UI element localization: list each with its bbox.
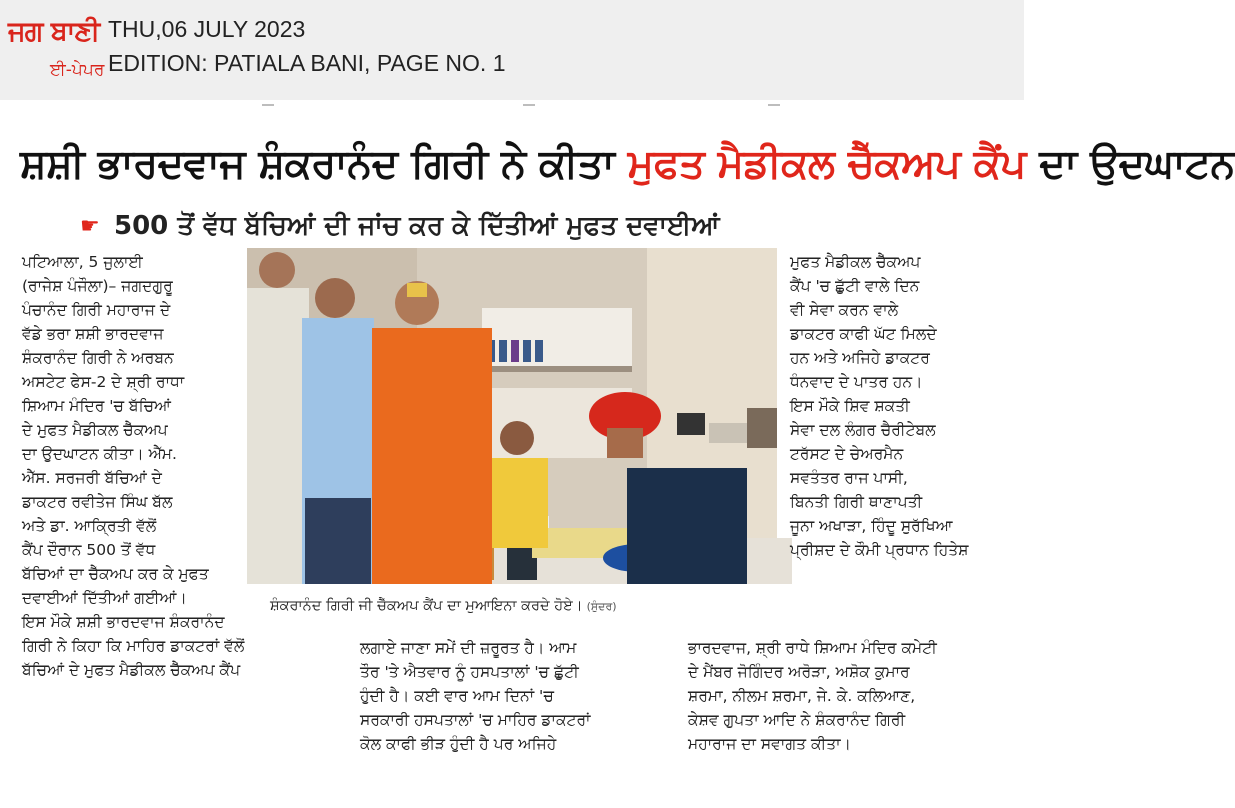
text-line: ਹਨ ਅਤੇ ਅਜਿਹੇ ਡਾਕਟਰ [790, 349, 930, 367]
masthead [0, 0, 1024, 100]
photo-credit: (ਸੁੰਦਰ) [586, 600, 617, 613]
page-edge-marks [0, 100, 1024, 118]
text-line: ਪਟਿਆਲਾ, 5 ਜੁਲਾਈ [22, 253, 143, 271]
headline-part-2: ਦਾ ਉਦਘਾਟਨ [1025, 141, 1235, 187]
subhead-text: 500 ਤੋਂ ਵੱਧ ਬੱਚਿਆਂ ਦੀ ਜਾਂਚ ਕਰ ਕੇ ਦਿੱਤੀਆਂ ਮੁਫਤ ਦਵਾਈਆਂ [114, 211, 720, 241]
text-line: ਤੌਰ 'ਤੇ ਐਤਵਾਰ ਨੂੰ ਹਸਪਤਾਲਾਂ 'ਚ ਛੁੱਟੀ [360, 663, 579, 681]
text-line: ਦਵਾਈਆਂ ਦਿੱਤੀਆਂ ਗਈਆਂ। [22, 589, 187, 607]
text-line: ਕੇਸ਼ਵ ਗੁਪਤਾ ਆਦਿ ਨੇ ਸ਼ੰਕਰਾਨੰਦ ਗਿਰੀ [688, 711, 906, 729]
article-subhead [80, 206, 980, 246]
pointing-hand-icon: ☛ [80, 213, 100, 239]
text-line: ਦੇ ਮੁਫਤ ਮੈਡੀਕਲ ਚੈੱਕਅਪ [22, 421, 168, 439]
text-line: ਅਤੇ ਡਾ. ਆਕ੍ਰਿਤੀ ਵੱਲੋਂ [22, 517, 157, 535]
text-line: ਵੀ ਸੇਵਾ ਕਰਨ ਵਾਲੇ [790, 301, 899, 319]
text-line: ਡਾਕਟਰ ਰਵੀਤੇਜ ਸਿੰਘ ਬੱਲ [22, 493, 173, 511]
text-line: ਅਸਟੇਟ ਫੇਸ-2 ਦੇ ਸ਼੍ਰੀ ਰਾਧਾ [22, 373, 185, 391]
text-line: ਇਸ ਮੌਕੇ ਸ਼ਿਵ ਸ਼ਕਤੀ [790, 397, 910, 415]
headline-highlight: ਮੁਫਤ ਮੈਡੀਕਲ ਚੈੱਕਅਪ ਕੈਂਪ [627, 141, 1026, 187]
text-line: ਸ਼ਰਮਾ, ਨੀਲਮ ਸ਼ਰਮਾ, ਜੇ. ਕੇ. ਕਲਿਆਣ, [688, 687, 916, 705]
text-line: ਕੈਂਪ 'ਚ ਛੁੱਟੀ ਵਾਲੇ ਦਿਨ [790, 277, 920, 295]
text-line: ਸੇਵਾ ਦਲ ਲੰਗਰ ਚੈਰੀਟੇਬਲ [790, 421, 936, 439]
photo-illustration [247, 248, 777, 584]
text-line: ਧੰਨਵਾਦ ਦੇ ਪਾਤਰ ਹਨ। [790, 373, 923, 391]
text-line: (ਰਾਜੇਸ਼ ਪੰਜੌਲਾ)– ਜਗਦਗੁਰੂ [22, 277, 173, 295]
text-line: ਲਗਾਏ ਜਾਣਾ ਸਮੇਂ ਦੀ ਜ਼ਰੂਰਤ ਹੈ। ਆਮ [360, 639, 577, 657]
text-line: ਪ੍ਰੀਸ਼ਦ ਦੇ ਕੌਮੀ ਪ੍ਰਧਾਨ ਹਿਤੇਸ਼ [790, 541, 969, 559]
edition-info: EDITION: PATIALA BANI, PAGE NO. 1 [108, 50, 506, 76]
text-line: ਇਸ ਮੌਕੇ ਸ਼ਸ਼ੀ ਭਾਰਦਵਾਜ ਸ਼ੰਕਰਾਨੰਦ [22, 613, 225, 631]
text-line: ਵੱਡੇ ਭਰਾ ਸ਼ਸ਼ੀ ਭਾਰਦਵਾਜ [22, 325, 164, 343]
text-line: ਬਿਨਤੀ ਗਿਰੀ ਥਾਣਾਪਤੀ [790, 493, 923, 511]
article-column-4 [790, 250, 1004, 630]
text-line: ਸਰਕਾਰੀ ਹਸਪਤਾਲਾਂ 'ਚ ਮਾਹਿਰ ਡਾਕਟਰਾਂ [360, 711, 591, 729]
text-line: ਕੋਲ ਕਾਫੀ ਭੀੜ ਹੁੰਦੀ ਹੈ ਪਰ ਅਜਿਹੇ [360, 735, 557, 753]
logo-subtext: ਈ-ਪੇਪਰ [50, 60, 105, 80]
text-line: ਮੁਫਤ ਮੈਡੀਕਲ ਚੈੱਕਅਪ [790, 253, 921, 271]
text-line: ਗਿਰੀ ਨੇ ਕਿਹਾ ਕਿ ਮਾਹਿਰ ਡਾਕਟਰਾਂ ਵੱਲੋਂ [22, 637, 245, 655]
article-headline [20, 132, 1235, 196]
photo-caption [270, 594, 790, 618]
text-line: ਸ਼ਿਆਮ ਮੰਦਿਰ 'ਚ ਬੱਚਿਆਂ [22, 397, 171, 415]
text-line: ਦਾ ਉਦਘਾਟਨ ਕੀਤਾ। ਐੱਮ. [22, 445, 177, 463]
text-line: ਟਰੱਸਟ ਦੇ ਚੇਅਰਮੈਨ [790, 445, 904, 463]
article-column-3 [688, 636, 998, 796]
caption-text: ਸ਼ੰਕਰਾਨੰਦ ਗਿਰੀ ਜੀ ਚੈੱਕਅਪ ਕੈਂਪ ਦਾ ਮੁਆਇਨਾ ਕਰਦੇ ਹੋਏ। [270, 598, 583, 614]
text-line: ਸਵਤੰਤਰ ਰਾਜ ਪਾਸੀ, [790, 469, 908, 487]
text-line: ਭਾਰਦਵਾਜ, ਸ਼੍ਰੀ ਰਾਧੇ ਸ਼ਿਆਮ ਮੰਦਿਰ ਕਮੇਟੀ [688, 639, 937, 657]
article-column-2 [360, 636, 660, 796]
logo-text: ਜਗ ਬਾਣੀ [8, 16, 100, 47]
text-line: ਜੂਨਾ ਅਖਾੜਾ, ਹਿੰਦੂ ਸੁਰੱਖਿਆ [790, 517, 953, 535]
article-photo [247, 248, 777, 584]
text-line: ਹੁੰਦੀ ਹੈ। ਕਈ ਵਾਰ ਆਮ ਦਿਨਾਂ 'ਚ [360, 687, 554, 705]
text-line: ਐੱਸ. ਸਰਜਰੀ ਬੱਚਿਆਂ ਦੇ [22, 469, 162, 487]
headline-part-1: ਸ਼ਸ਼ੀ ਭਾਰਦਵਾਜ ਸ਼ੰਕਰਾਨੰਦ ਗਿਰੀ ਨੇ ਕੀਤਾ [20, 141, 628, 187]
text-line: ਸ਼ੰਕਰਾਨੰਦ ਗਿਰੀ ਨੇ ਅਰਬਨ [22, 349, 174, 367]
text-line: ਪੰਚਾਨੰਦ ਗਿਰੀ ਮਹਾਰਾਜ ਦੇ [22, 301, 171, 319]
text-line: ਬੱਚਿਆਂ ਦੇ ਮੁਫਤ ਮੈਡੀਕਲ ਚੈੱਕਅਪ ਕੈਂਪ [22, 661, 241, 679]
edition-date: THU,06 JULY 2023 [108, 16, 306, 42]
text-line: ਬੱਚਿਆਂ ਦਾ ਚੈੱਕਅਪ ਕਰ ਕੇ ਮੁਫਤ [22, 565, 209, 583]
text-line: ਦੇ ਮੈਂਬਰ ਜੋਗਿੰਦਰ ਅਰੋੜਾ, ਅਸ਼ੋਕ ਕੁਮਾਰ [688, 663, 910, 681]
text-line: ਮਹਾਰਾਜ ਦਾ ਸਵਾਗਤ ਕੀਤਾ। [688, 735, 851, 753]
text-line: ਡਾਕਟਰ ਕਾਫੀ ਘੱਟ ਮਿਲਦੇ [790, 325, 937, 343]
text-line: ਕੈਂਪ ਦੌਰਾਨ 500 ਤੋਂ ਵੱਧ [22, 541, 156, 559]
newspaper-logo[interactable] [8, 16, 105, 90]
